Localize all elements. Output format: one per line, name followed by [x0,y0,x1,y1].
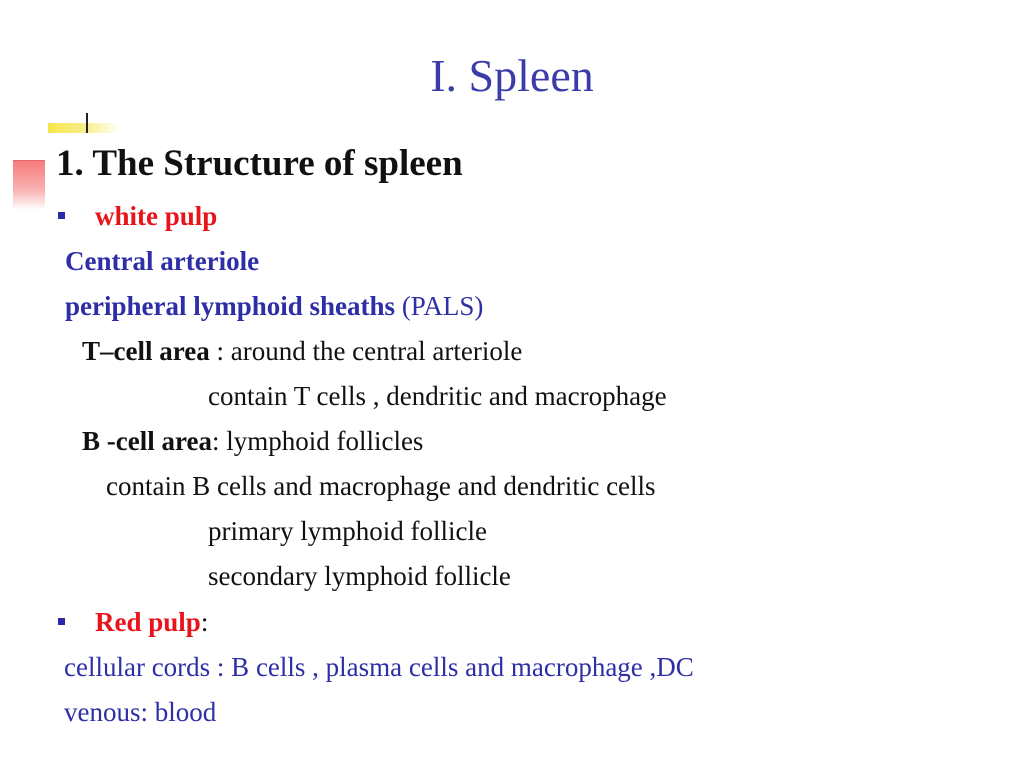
bullet-square-icon [58,212,65,219]
primary-follicle-text: primary lymphoid follicle [208,516,487,546]
decorative-red-line [13,160,45,161]
venous-text: venous: blood [64,697,217,727]
decorative-yellow-bar [48,123,120,133]
cellular-cords-text: cellular cords : B cells , plasma cells and macrophage ,DC [64,652,694,682]
b-cell-area-desc: : lymphoid follicles [211,426,424,456]
red-pulp-colon: : [200,607,209,637]
t-cell-area-line [82,335,522,367]
secondary-follicle-text: secondary lymphoid follicle [208,561,511,591]
decorative-tick-mark [86,113,88,133]
t-cell-area-term: T–cell area [82,336,210,366]
t-cell-area-desc: : around the central arteriole [209,336,523,366]
slide-title: I. Spleen [430,50,594,101]
red-pulp-label: Red pulp [95,607,201,637]
pals-line [65,290,483,322]
t-cell-contains-text: contain T cells , dendritic and macrophage [208,381,667,411]
pals-term: peripheral lymphoid sheaths [65,291,396,321]
red-pulp-line [95,606,208,638]
b-cell-contains-text: contain B cells and macrophage and dendritic cells [106,471,656,501]
decorative-red-block [13,160,45,210]
b-cell-area-line [82,425,423,457]
section-heading: 1. The Structure of spleen [56,143,463,184]
b-cell-area-term: B -cell area [82,426,212,456]
white-pulp-label: white pulp [95,201,218,231]
pals-abbrev: (PALS) [395,291,484,321]
bullet-square-icon [58,618,65,625]
central-arteriole-text: Central arteriole [65,246,260,276]
